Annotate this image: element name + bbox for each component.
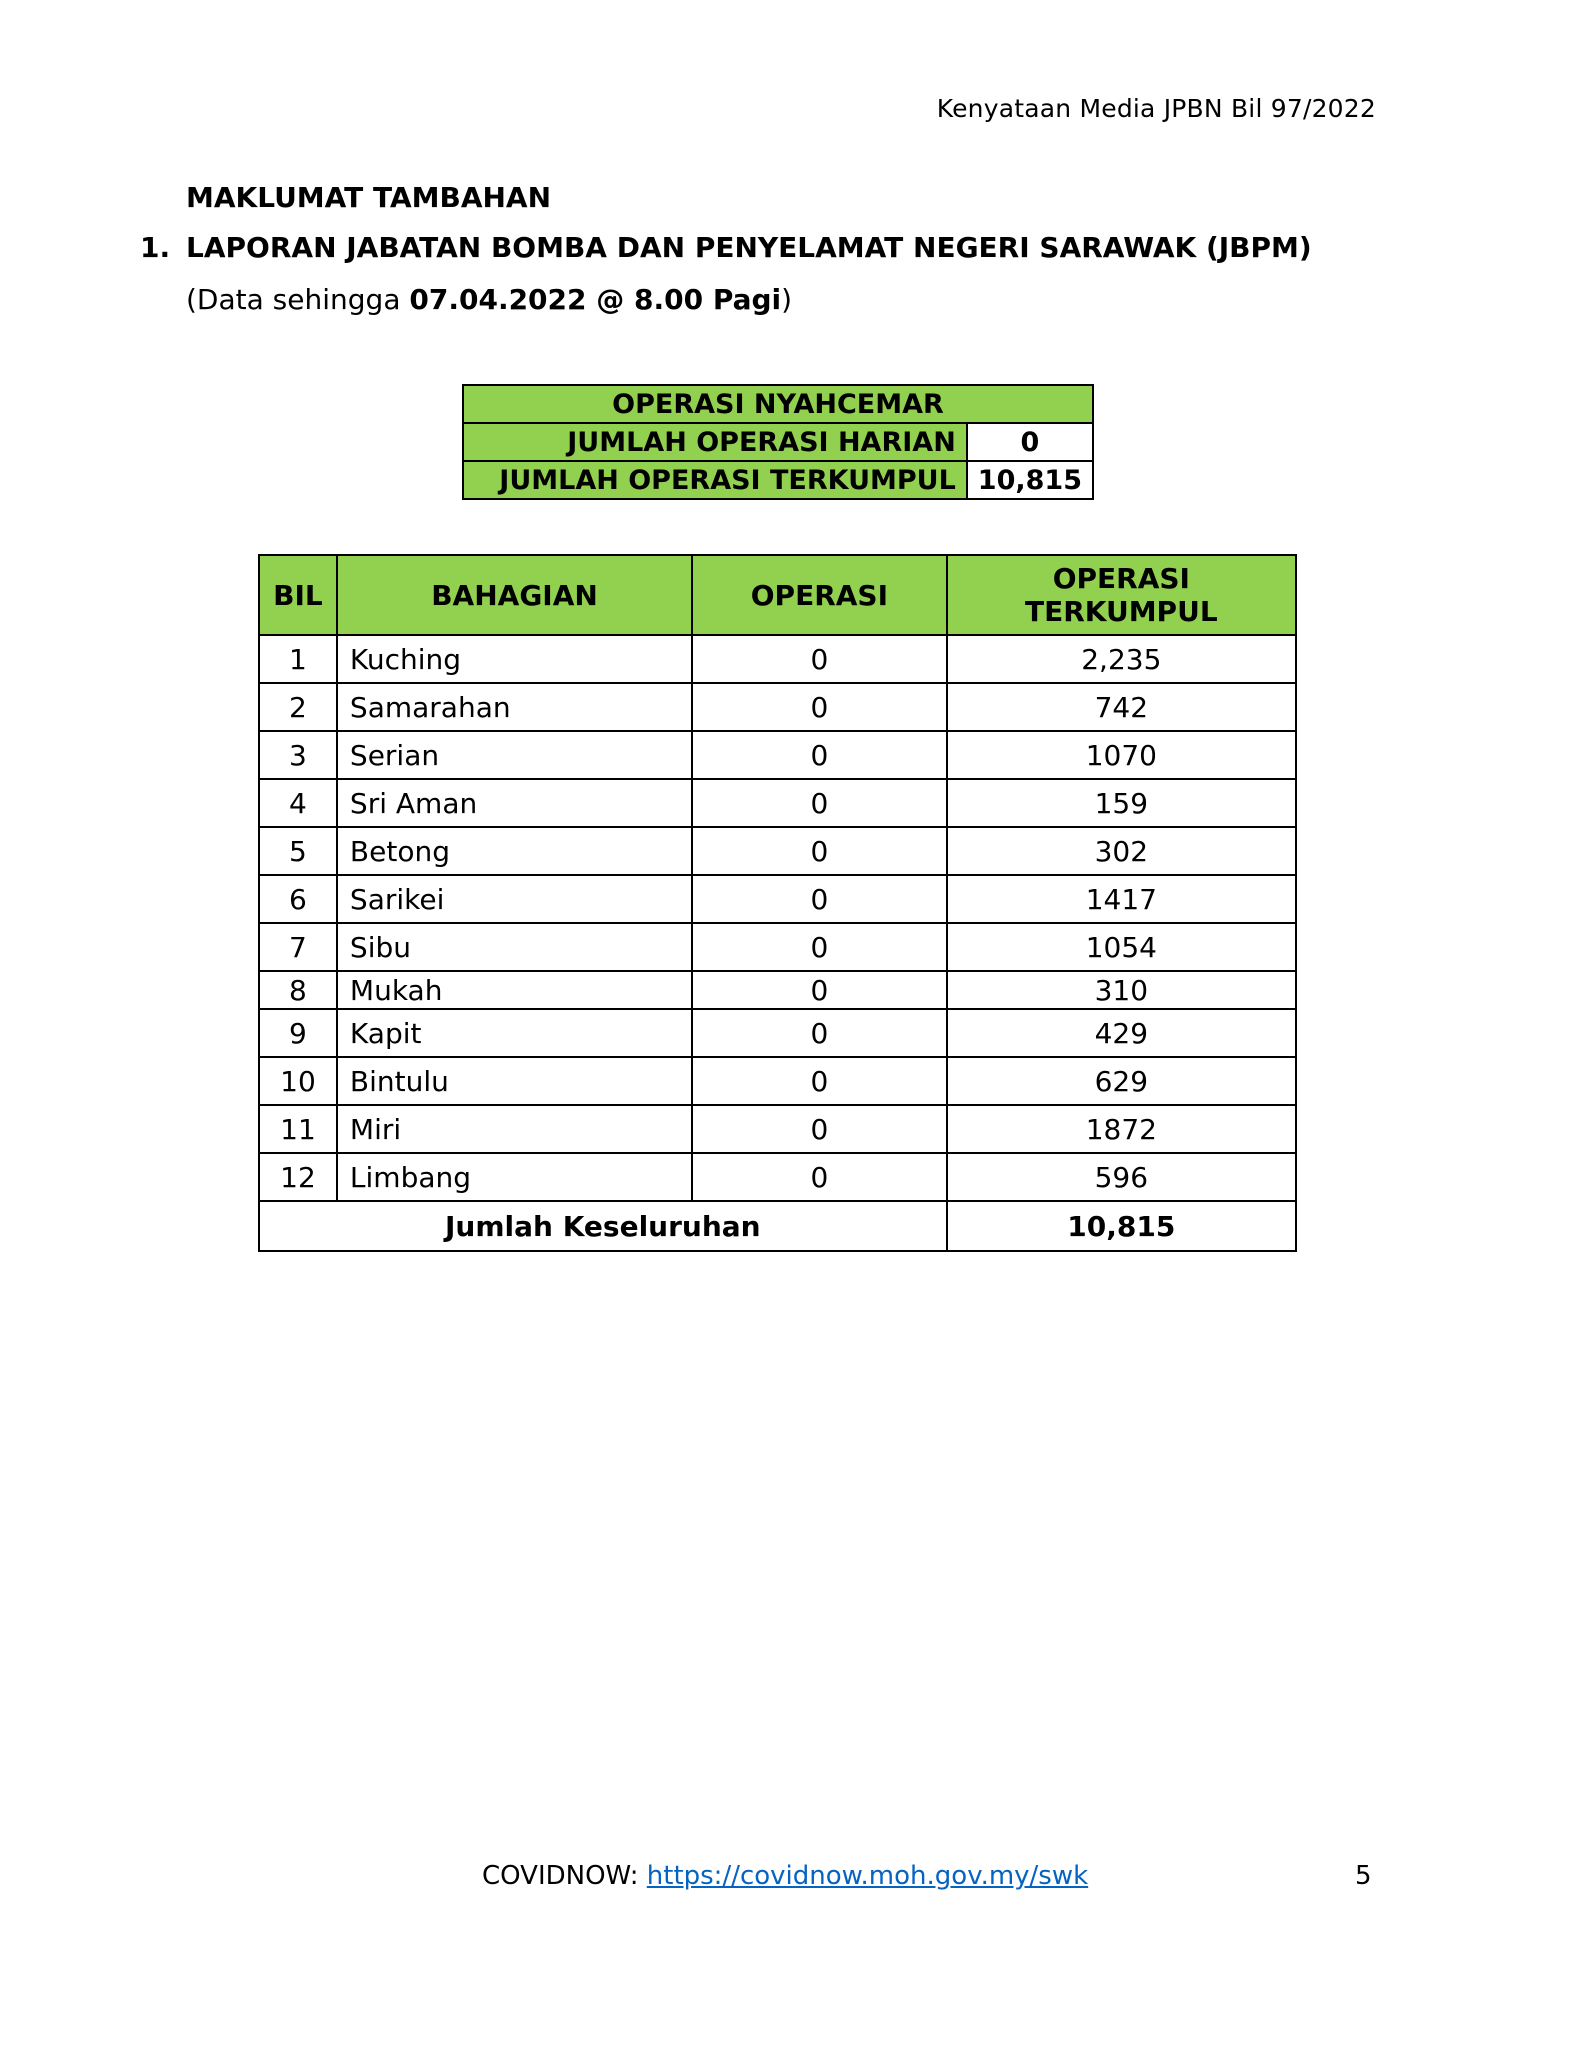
operations-count: 0 [692,875,947,923]
cumulative-count: 1054 [947,923,1296,971]
operations-count: 0 [692,731,947,779]
cumulative-operations-label: JUMLAH OPERASI TERKUMPUL [463,461,967,499]
covidnow-link[interactable]: https://covidnow.moh.gov.my/swk [646,1861,1089,1891]
division-name: Limbang [337,1153,692,1201]
division-name: Serian [337,731,692,779]
table-row [259,731,1296,779]
header-bahagian: BAHAGIAN [337,555,692,635]
division-name: Miri [337,1105,692,1153]
division-name: Bintulu [337,1057,692,1105]
table-row [259,1153,1296,1201]
note-prefix: (Data sehingga [186,283,410,316]
operations-count: 0 [692,827,947,875]
header-operasi: OPERASI [692,555,947,635]
header-operasi-terkumpul: OPERASI TERKUMPUL [947,555,1296,635]
operations-count: 0 [692,1105,947,1153]
note-date: 07.04.2022 @ 8.00 Pagi [409,283,782,316]
table-header-row [259,555,1296,635]
row-number: 6 [259,875,337,923]
table-row [259,1105,1296,1153]
cumulative-count: 429 [947,1009,1296,1057]
division-name: Sarikei [337,875,692,923]
row-number: 7 [259,923,337,971]
cumulative-count: 159 [947,779,1296,827]
table-row [259,683,1296,731]
row-number: 11 [259,1105,337,1153]
daily-operations-value: 0 [967,423,1093,461]
cumulative-count: 2,235 [947,635,1296,683]
footer-prefix: COVIDNOW: [482,1861,647,1891]
division-operations-table [258,554,1297,1252]
operations-count: 0 [692,779,947,827]
division-name: Sri Aman [337,779,692,827]
cumulative-count: 302 [947,827,1296,875]
row-number: 10 [259,1057,337,1105]
document-reference: Kenyataan Media JPBN Bil 97/2022 [936,94,1376,123]
table-row [259,875,1296,923]
table-row [259,635,1296,683]
operations-count: 0 [692,1057,947,1105]
row-number: 2 [259,683,337,731]
division-name: Kuching [337,635,692,683]
row-number: 1 [259,635,337,683]
division-name: Mukah [337,971,692,1009]
cumulative-operations-value: 10,815 [967,461,1093,499]
page-number: 5 [1355,1861,1372,1891]
division-name: Betong [337,827,692,875]
row-number: 8 [259,971,337,1009]
table-row [259,923,1296,971]
cumulative-count: 596 [947,1153,1296,1201]
operations-count: 0 [692,683,947,731]
operations-count: 0 [692,923,947,971]
table-row [259,971,1296,1009]
operations-count: 0 [692,1153,947,1201]
report-heading [140,231,1312,264]
cumulative-count: 1872 [947,1105,1296,1153]
row-number: 4 [259,779,337,827]
total-label: Jumlah Keseluruhan [259,1201,947,1251]
cumulative-count: 1417 [947,875,1296,923]
operations-count: 0 [692,635,947,683]
footer [482,1861,1088,1891]
row-number: 5 [259,827,337,875]
data-timestamp-note [186,283,792,316]
summary-title: OPERASI NYAHCEMAR [463,385,1093,423]
summary-table [462,384,1094,500]
operations-count: 0 [692,1009,947,1057]
table-row [259,1057,1296,1105]
table-row [259,779,1296,827]
item-number: 1. [140,231,171,264]
daily-operations-label: JUMLAH OPERASI HARIAN [463,423,967,461]
section-title: MAKLUMAT TAMBAHAN [186,181,552,214]
operations-count: 0 [692,971,947,1009]
cumulative-count: 742 [947,683,1296,731]
cumulative-count: 310 [947,971,1296,1009]
total-row [259,1201,1296,1251]
cumulative-count: 629 [947,1057,1296,1105]
row-number: 9 [259,1009,337,1057]
row-number: 12 [259,1153,337,1201]
total-value: 10,815 [947,1201,1296,1251]
row-number: 3 [259,731,337,779]
division-name: Kapit [337,1009,692,1057]
table-row [259,827,1296,875]
note-suffix: ) [781,283,793,316]
item-title: LAPORAN JABATAN BOMBA DAN PENYELAMAT NEGERI SARAWAK (JBPM) [186,231,1312,264]
cumulative-count: 1070 [947,731,1296,779]
division-name: Samarahan [337,683,692,731]
table-row [259,1009,1296,1057]
division-name: Sibu [337,923,692,971]
header-bil: BIL [259,555,337,635]
